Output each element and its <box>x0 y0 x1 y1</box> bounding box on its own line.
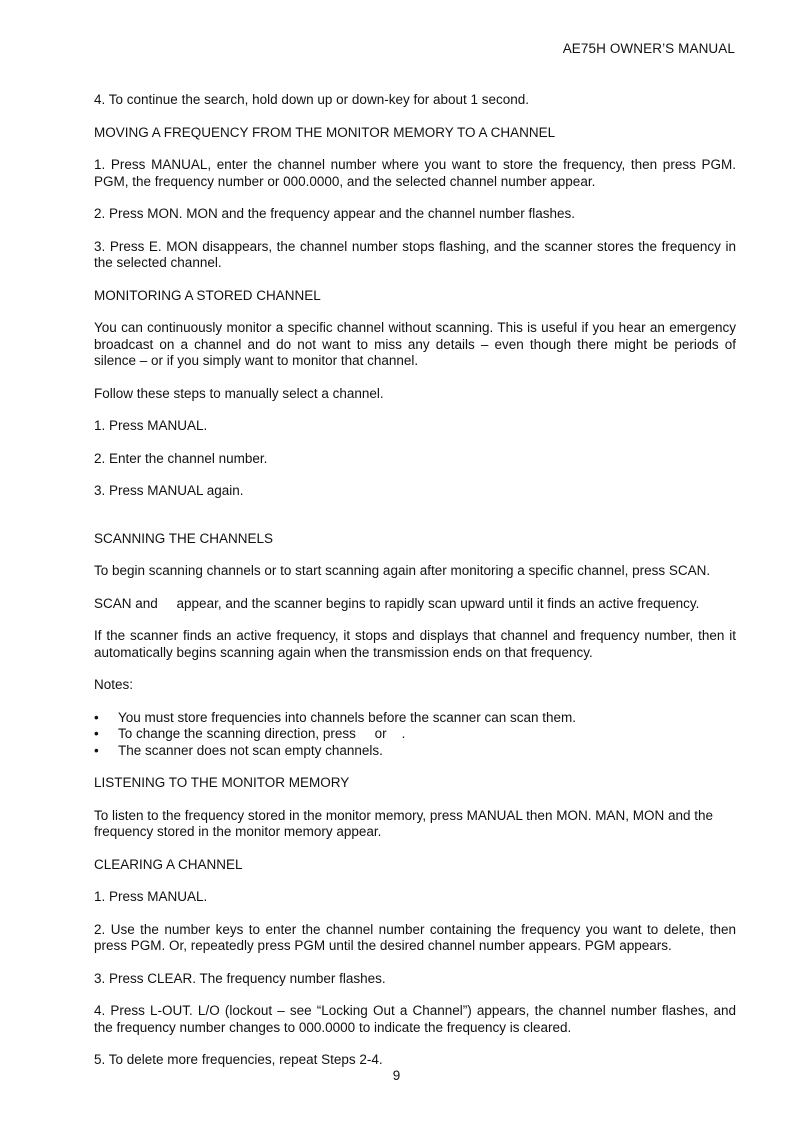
monitoring-intro: You can continuously monitor a specific channel without scanning. This is useful if you hear an emergency broadcast on a channel and do not want to miss any details – even though there might be periods of silence – or if you simply want to monitor that channel. <box>94 320 736 368</box>
page-content <box>94 92 736 1085</box>
note-item <box>94 743 736 760</box>
clearing-step-5: 5. To delete more frequencies, repeat Steps 2-4. <box>94 1052 383 1067</box>
bullet-icon: • <box>94 709 99 725</box>
notes-label: Notes: <box>94 677 134 692</box>
clearing-step-4: 4. Press L-OUT. L/O (lockout – see “Locking Out a Channel”) appears, the channel number flashes, and the frequency number changes to 000.0000 to indicate the frequency is cleared. <box>94 1003 736 1035</box>
monitoring-instruction: Follow these steps to manually select a channel. <box>94 385 384 401</box>
section-heading-scanning: SCANNING THE CHANNELS <box>94 530 274 546</box>
scanning-intro: To begin scanning channels or to start scanning again after monitoring a specific channel, press SCAN. <box>94 563 711 578</box>
clearing-step-2: 2. Use the number keys to enter the channel number containing the frequency you want to delete, then press PGM. Or, repeatedly press PGM until the desired channel number appears. PGM appears. <box>94 921 736 953</box>
note-text: You must store frequencies into channels before the scanner can scan them. <box>118 709 577 725</box>
note-item <box>94 726 736 743</box>
section-heading-clearing: CLEARING A CHANNEL <box>94 856 243 872</box>
note-item <box>94 710 736 727</box>
clearing-step-3: 3. Press CLEAR. The frequency number flashes. <box>94 970 386 986</box>
note-text: The scanner does not scan empty channels. <box>118 742 383 758</box>
monitoring-step-3: 3. Press MANUAL again. <box>94 483 244 498</box>
section-heading-monitoring-channel: MONITORING A STORED CHANNEL <box>94 287 321 303</box>
moving-step-3: 3. Press E. MON disappears, the channel number stops flashing, and the scanner stores the frequency in the selected channel. <box>94 238 736 270</box>
monitoring-step-2: 2. Enter the channel number. <box>94 450 268 466</box>
moving-step-2: 2. Press MON. MON and the frequency appear and the channel number flashes. <box>94 206 576 221</box>
monitoring-step-1: 1. Press MANUAL. <box>94 418 208 433</box>
running-header: AE75H OWNER’S MANUAL <box>562 41 735 56</box>
monitor-memory-text: To listen to the frequency stored in the monitor memory, press MANUAL then MON. MAN, MON and the frequency stored in the monitor memory appear. <box>94 807 713 839</box>
page-number: 9 <box>392 1068 401 1083</box>
search-step-4: 4. To continue the search, hold down up or down-key for about 1 second. <box>94 92 530 107</box>
moving-step-1: 1. Press MANUAL, enter the channel number where you want to store the frequency, then press PGM. PGM, the frequency number or 000.0000, and the selected channel number appear. <box>94 157 736 189</box>
bullet-icon: • <box>94 742 99 758</box>
bullet-icon: • <box>94 726 99 741</box>
note-text: To change the scanning direction, press or . <box>118 726 406 741</box>
section-heading-monitor-memory: LISTENING TO THE MONITOR MEMORY <box>94 775 350 790</box>
notes-list <box>94 710 736 760</box>
clearing-step-1: 1. Press MANUAL. <box>94 889 208 904</box>
section-heading-moving-frequency: MOVING A FREQUENCY FROM THE MONITOR MEMORY TO A CHANNEL <box>94 124 556 140</box>
scanning-active-frequency: If the scanner finds an active frequency, it stops and displays that channel and frequency number, then it automatically begins scanning again when the transmission ends on that frequency. <box>94 628 736 660</box>
scanning-display: SCAN and appear, and the scanner begins to rapidly scan upward until it finds an active frequency. <box>94 595 700 611</box>
